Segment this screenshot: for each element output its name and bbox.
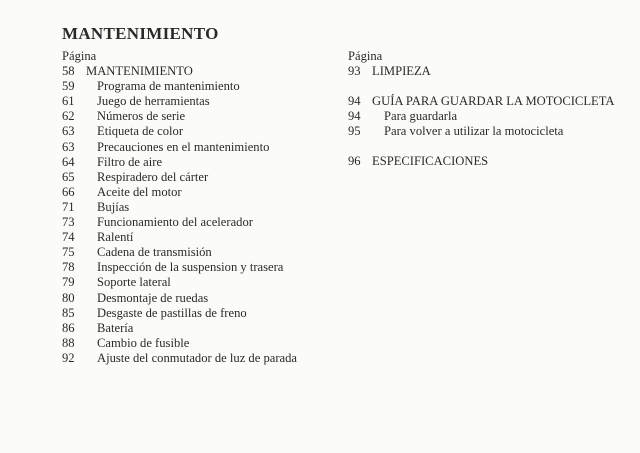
toc-entry-label: Filtro de aire xyxy=(97,154,163,169)
toc-page-number: 86 xyxy=(62,320,75,335)
toc-entry xyxy=(348,109,458,124)
toc-entry-label: Ajuste del conmutador de luz de parada xyxy=(97,350,298,365)
toc-section-entry xyxy=(348,154,489,169)
toc-entry-label: Juego de herramientas xyxy=(97,94,210,109)
toc-page-number: 79 xyxy=(62,275,75,290)
toc-entry xyxy=(62,275,171,290)
toc-entry-label: Funcionamiento del acelerador xyxy=(97,215,253,230)
toc-entry-label: Soporte lateral xyxy=(97,275,171,290)
toc-entry-label: Bujías xyxy=(97,199,130,214)
toc-entry-label: Desmontaje de ruedas xyxy=(97,290,209,305)
toc-entry-label: Desgaste de pastillas de freno xyxy=(97,305,247,320)
toc-entry-label: Aceite del motor xyxy=(97,184,182,199)
toc-entry xyxy=(62,199,130,215)
toc-entry-label: Cambio de fusible xyxy=(97,335,190,350)
toc-page-number: 59 xyxy=(62,79,75,94)
toc-entry-label: Para guardarla xyxy=(384,109,458,124)
toc-entry-label: LIMPIEZA xyxy=(372,64,431,79)
toc-page-number: 96 xyxy=(348,154,361,169)
toc-entry-label: Números de serie xyxy=(97,109,186,124)
toc-page-number: 78 xyxy=(62,260,75,275)
toc-page-number: 62 xyxy=(62,109,75,124)
toc-page-number: 94 xyxy=(348,94,361,109)
page-column-header: Página xyxy=(62,49,97,63)
toc-page-number: 58 xyxy=(62,64,75,79)
toc-entry xyxy=(62,290,209,306)
toc-page-number: 71 xyxy=(62,199,75,214)
toc-page-number: 66 xyxy=(62,184,75,199)
toc-page-number: 63 xyxy=(62,139,75,154)
toc-entry xyxy=(62,350,298,366)
toc-entry-label: Respiradero del cárter xyxy=(97,169,209,184)
toc-entry-label: Etiqueta de color xyxy=(97,124,184,139)
toc-entry xyxy=(62,94,210,109)
toc-page-number: 73 xyxy=(62,215,75,230)
toc-entry xyxy=(62,260,284,275)
toc-entry xyxy=(62,184,182,200)
toc-entry xyxy=(62,154,163,170)
toc-entry-label: Para volver a utilizar la motocicleta xyxy=(384,124,564,139)
toc-page-number: 95 xyxy=(348,124,361,139)
toc-entry xyxy=(62,109,186,124)
toc-page-number: 61 xyxy=(62,94,75,109)
toc-entry-list xyxy=(62,64,298,366)
group-spacer xyxy=(348,139,382,154)
toc-entry-label: Ralentí xyxy=(97,230,134,245)
toc-entry-list xyxy=(348,64,615,169)
toc-entry xyxy=(62,124,184,139)
toc-page-number: 65 xyxy=(62,169,75,184)
toc-page-number: 92 xyxy=(62,350,75,365)
page-title: MANTENIMIENTO xyxy=(62,24,219,43)
toc-page-number: 94 xyxy=(348,109,361,124)
toc-entry xyxy=(62,335,190,351)
toc-entry xyxy=(62,139,270,155)
toc-entry-label: Cadena de transmisión xyxy=(97,245,212,260)
toc-entry xyxy=(62,230,134,245)
toc-left-column xyxy=(62,49,298,366)
toc-page-number: 63 xyxy=(62,124,75,139)
toc-entry-label: Batería xyxy=(97,320,134,335)
toc-entry xyxy=(62,320,134,336)
toc-entry xyxy=(62,169,209,185)
toc-entry xyxy=(348,124,564,139)
toc-entry xyxy=(62,79,240,94)
toc-page-number: 80 xyxy=(62,290,75,305)
toc-page-number: 85 xyxy=(62,305,75,320)
toc-page-number: 74 xyxy=(62,230,75,245)
toc-section-entry xyxy=(62,64,193,79)
toc-entry-label: Precauciones en el mantenimiento xyxy=(97,139,270,154)
toc-page-number: 88 xyxy=(62,335,75,350)
toc-right-column xyxy=(348,49,615,170)
toc-page-number: 93 xyxy=(348,64,361,79)
group-spacer xyxy=(348,79,382,94)
toc-entry xyxy=(62,245,212,260)
toc-section-entry xyxy=(348,94,615,109)
toc-entry xyxy=(62,305,247,321)
toc-entry xyxy=(62,215,253,230)
toc-entry-label: ESPECIFICACIONES xyxy=(372,154,489,169)
toc-section-entry xyxy=(348,64,431,79)
page-column-header: Página xyxy=(348,49,383,63)
toc-page-number: 75 xyxy=(62,245,75,260)
toc-entry-label: GUÍA PARA GUARDAR LA MOTOCICLETA xyxy=(372,94,615,109)
toc-entry-label: MANTENIMIENTO xyxy=(86,64,193,79)
toc-entry-label: Inspección de la suspension y trasera xyxy=(97,260,284,275)
toc-entry-label: Programa de mantenimiento xyxy=(97,79,240,94)
toc-page-number: 64 xyxy=(62,154,75,169)
